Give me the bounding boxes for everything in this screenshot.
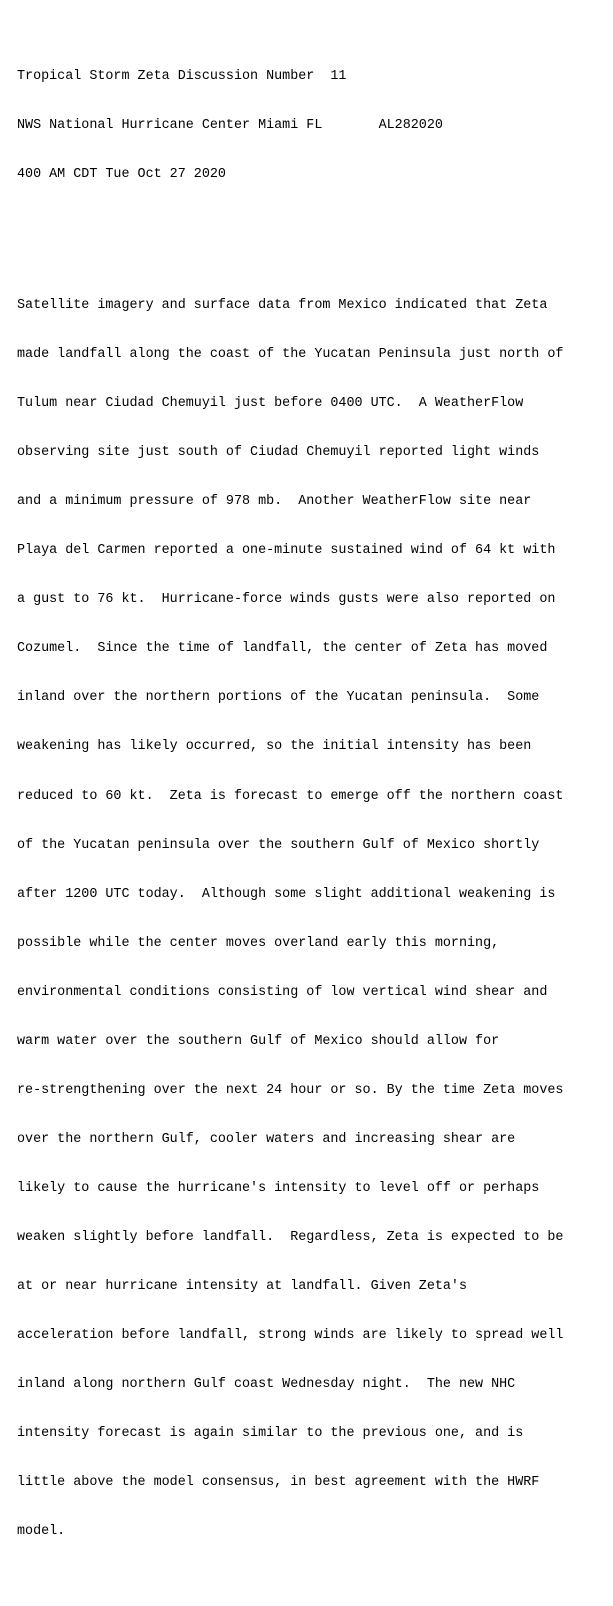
discussion-title: Tropical Storm Zeta Discussion Number 11 [17,69,347,85]
body-line: inland over the northern portions of the Yucatan peninsula. Some [17,690,540,706]
body-line: likely to cause the hurricane's intensity to level off or perhaps [17,1180,540,1196]
body-line: inland along northern Gulf coast Wednesday night. The new NHC [17,1376,516,1392]
body-line: observing site just south of Ciudad Chemuyil reported light winds [17,445,540,461]
body-line: acceleration before landfall, strong winds are likely to spread well [17,1327,564,1343]
body-line: little above the model consensus, in best agreement with the HWRF [17,1474,540,1490]
body-line: made landfall along the coast of the Yucatan Peninsula just north of [17,347,564,363]
body-line: model. [17,1523,66,1539]
discussion-text [17,4,563,1606]
body-line: over the northern Gulf, cooler waters and increasing shear are [17,1131,516,1147]
body-line: reduced to 60 kt. Zeta is forecast to emerge off the northern coast [17,788,564,804]
body-line: weakening has likely occurred, so the initial intensity has been [17,739,532,755]
body-line: weaken slightly before landfall. Regardless, Zeta is expected to be [17,1229,564,1245]
body-line: of the Yucatan peninsula over the southern Gulf of Mexico shortly [17,837,540,853]
body-line: possible while the center moves overland early this morning, [17,935,500,951]
body-line: environmental conditions consisting of low vertical wind shear and [17,984,548,1000]
issue-time: 400 AM CDT Tue Oct 27 2020 [17,167,226,183]
body-line: after 1200 UTC today. Although some slight additional weakening is [17,886,556,902]
body-line: warm water over the southern Gulf of Mexico should allow for [17,1033,500,1049]
body-line: Satellite imagery and surface data from Mexico indicated that Zeta [17,298,548,314]
body-line: Cozumel. Since the time of landfall, the center of Zeta has moved [17,641,548,657]
body-line: intensity forecast is again similar to the previous one, and is [17,1425,524,1441]
body-line: and a minimum pressure of 978 mb. Another WeatherFlow site near [17,494,532,510]
body-line: a gust to 76 kt. Hurricane-force winds gusts were also reported on [17,592,556,608]
discussion-header [17,37,563,217]
body-line: Playa del Carmen reported a one-minute sustained wind of 64 kt with [17,543,556,559]
body-line: at or near hurricane intensity at landfall. Given Zeta's [17,1278,467,1294]
issuing-office: NWS National Hurricane Center Miami FL AL282020 [17,118,443,134]
body-line: Tulum near Ciudad Chemuyil just before 0400 UTC. A WeatherFlow [17,396,524,412]
discussion-body [17,266,563,1574]
body-line: re-strengthening over the next 24 hour or so. By the time Zeta moves [17,1082,564,1098]
